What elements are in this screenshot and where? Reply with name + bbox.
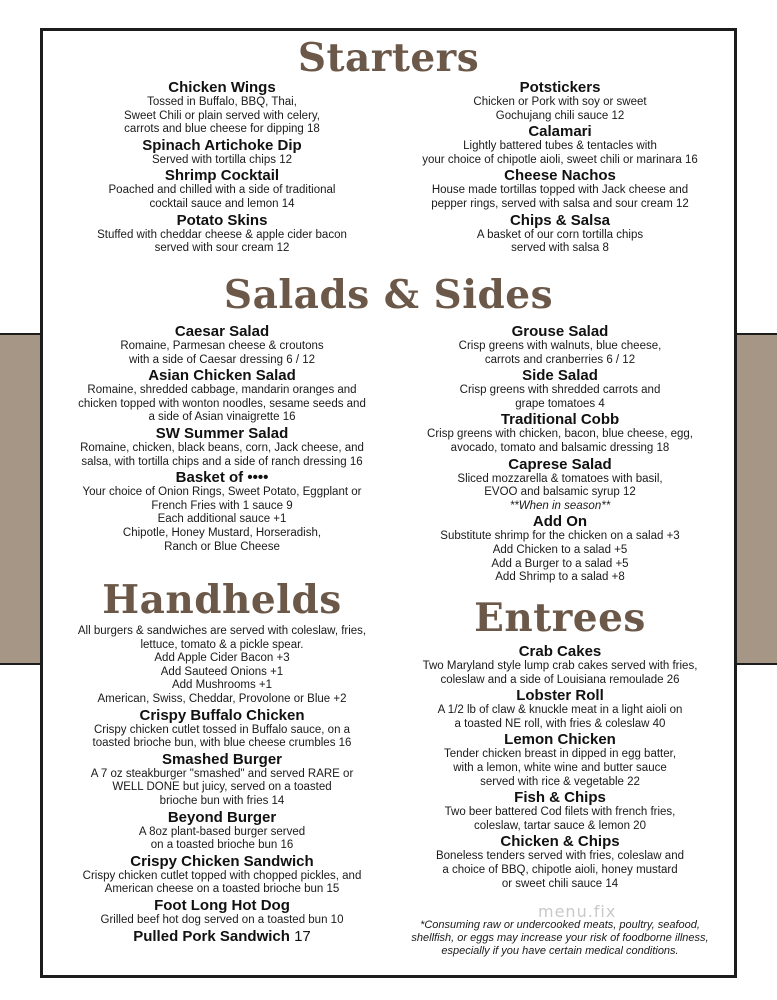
item-name: Add On — [532, 513, 588, 531]
menu-item — [393, 167, 727, 211]
item-name: Lemon Chicken — [504, 731, 616, 749]
season-note: **When in season** — [509, 499, 611, 512]
item-description: Substitute shrimp for the chicken on a salad +3 Add Chicken to a salad +5 Add a Burger to a salad +5 Add Shrimp to a salad +8 — [440, 530, 680, 584]
item-name: Caesar Salad — [174, 323, 270, 340]
starters-right-column — [393, 79, 727, 256]
item-description: Tossed in Buffalo, BBQ, Thai, Sweet Chili or plain served with celery, carrots and blue cheese for dipping 18 — [123, 96, 320, 136]
item-name: Basket of •••• — [175, 469, 269, 487]
menu-item — [57, 79, 387, 137]
item-name: Crispy Buffalo Chicken — [139, 706, 305, 724]
item-description: Two beer battered Cod filets with french fries, coleslaw, tartar sauce & lemon 20 — [444, 806, 676, 832]
item-description: Chicken or Pork with soy or sweet Gochujang chili sauce 12 — [473, 96, 647, 122]
item-description: Poached and chilled with a side of traditional cocktail sauce and lemon 14 — [108, 184, 336, 210]
salads-left-column — [57, 323, 387, 554]
menu-page — [40, 28, 737, 978]
item-name: Chicken Wings — [168, 79, 276, 96]
starters-heading: Starters — [297, 35, 480, 81]
menu-item — [393, 411, 727, 455]
item-description: Tender chicken breast in dipped in egg batter, with a lemon, white wine and butter sauce served with rice & vegetable 22 — [443, 748, 677, 788]
menu-item — [55, 707, 389, 751]
menu-item — [393, 212, 727, 256]
item-description: A 7 oz steakburger "smashed" and served RARE or WELL DONE but juicy, served on a toasted brioche bun with fries 14 — [90, 767, 354, 807]
starters-left-column — [57, 79, 387, 256]
item-name: Beyond Burger — [167, 808, 277, 826]
item-description: Stuffed with cheddar cheese & apple cider bacon served with sour cream 12 — [97, 228, 347, 255]
item-price: 17 — [294, 927, 311, 945]
food-safety-disclaimer: *Consuming raw or undercooked meats, poultry, seafood, shellfish, or eggs may increase your risk of foodborne illness, especially if you have certain medical conditions. — [411, 919, 709, 958]
menu-item — [393, 789, 727, 833]
item-name: Cheese Nachos — [504, 167, 616, 185]
menu-item — [55, 809, 389, 853]
salads-right-column — [393, 323, 727, 585]
item-name: Smashed Burger — [161, 750, 283, 768]
item-description: Served with tortilla chips 12 — [152, 153, 292, 166]
item-description: A 1/2 lb of claw & knuckle meat in a light aioli on a toasted NE roll, with fries & coleslaw 40 — [437, 704, 683, 730]
menu-item — [393, 323, 727, 367]
item-name: Calamari — [528, 123, 592, 141]
menu-item — [393, 456, 727, 514]
handhelds-heading: Handhelds — [102, 577, 342, 623]
item-name: Fish & Chips — [514, 789, 606, 807]
item-description: Romaine, chicken, black beans, corn, Jack cheese, and salsa, with tortilla chips and a side of ranch dressing 16 — [80, 441, 364, 468]
menu-item — [393, 367, 727, 411]
menu-item — [55, 751, 389, 809]
menu-item — [393, 833, 727, 891]
item-description: Lightly battered tubes & tentacles with your choice of chipotle aioli, sweet chili or marinara 16 — [422, 140, 698, 166]
item-description: Crisp greens with walnuts, blue cheese, carrots and cranberries 6 / 12 — [458, 340, 662, 366]
menu-item — [57, 367, 387, 425]
menu-item — [57, 167, 387, 211]
menu-item — [393, 79, 727, 123]
item-description: Two Maryland style lump crab cakes served with fries, coleslaw and a side of Louisiana remoulade 26 — [422, 660, 698, 686]
item-description: Romaine, Parmesan cheese & croutons with a side of Caesar dressing 6 / 12 — [120, 340, 324, 366]
menu-item — [393, 731, 727, 789]
item-description: Romaine, shredded cabbage, mandarin oranges and chicken topped with wonton noodles, sesame seeds and a side of Asian vinaigrette 16 — [78, 384, 366, 424]
item-name: Spinach Artichoke Dip — [142, 136, 302, 154]
item-description: Sliced mozzarella & tomatoes with basil, EVOO and balsamic syrup 12 **When in season** — [393, 473, 727, 514]
item-description: Boneless tenders served with fries, coleslaw and a choice of BBQ, chipotle aioli, honey mustard or sweet chili sauce 14 — [435, 850, 684, 890]
item-description: A 8oz plant-based burger served on a toasted brioche bun 16 — [138, 825, 306, 852]
item-name: SW Summer Salad — [155, 424, 289, 442]
menu-item — [393, 643, 727, 687]
item-name: Caprese Salad — [508, 455, 612, 473]
menu-item — [57, 323, 387, 367]
menu-item-last — [55, 928, 389, 945]
item-description: Grilled beef hot dog served on a toasted bun 10 — [100, 913, 344, 926]
item-name: Side Salad — [522, 367, 598, 385]
menu-item — [57, 137, 387, 168]
item-name: Shrimp Cocktail — [164, 167, 280, 185]
item-name: Traditional Cobb — [500, 411, 620, 429]
item-description: Crisp greens with chicken, bacon, blue cheese, egg, avocado, tomato and balsamic dressing 18 — [427, 428, 693, 454]
handhelds-intro: All burgers & sandwiches are served with coleslaw, fries, lettuce, tomato & a pickle spear. Add Apple Cider Bacon +3 Add Sauteed Onions +1 Add Mushrooms +1 American, Swiss, Cheddar, Provolone or Blue +2 — [77, 625, 367, 705]
item-name: Potstickers — [519, 79, 601, 96]
item-name: Asian Chicken Salad — [148, 367, 296, 385]
menu-item — [393, 513, 727, 584]
item-description: A basket of our corn tortilla chips served with salsa 8 — [476, 228, 644, 255]
menu-item — [55, 897, 389, 928]
menu-item — [57, 469, 387, 554]
item-description: House made tortillas topped with Jack cheese and pepper rings, served with salsa and sour cream 12 — [431, 184, 689, 210]
item-description: Your choice of Onion Rings, Sweet Potato, Eggplant or French Fries with 1 sauce 9 Each additional sauce +1 Chipotle, Honey Mustard, Horseradish, Ranch or Blue Cheese — [82, 486, 362, 553]
item-name: Chips & Salsa — [509, 211, 611, 229]
menu-item — [55, 853, 389, 897]
item-name: Grouse Salad — [511, 323, 609, 340]
item-name: Crab Cakes — [518, 643, 602, 660]
entrees-heading: Entrees — [474, 595, 646, 641]
item-name: Chicken & Chips — [500, 833, 620, 851]
menu-item — [393, 123, 727, 167]
menu-item — [393, 687, 727, 731]
item-description: Crispy chicken cutlet tossed in Buffalo sauce, on a toasted brioche bun, with blue cheese crumbles 16 — [92, 723, 352, 750]
menu-item — [57, 212, 387, 256]
item-description: Crispy chicken cutlet topped with chopped pickles, and American cheese on a toasted brioche bun 15 — [82, 869, 362, 896]
salads-heading: Salads & Sides — [223, 272, 554, 318]
entrees-column — [393, 643, 727, 891]
item-name: Pulled Pork Sandwich — [133, 927, 290, 945]
item-name: Foot Long Hot Dog — [154, 896, 290, 914]
item-name: Potato Skins — [176, 211, 268, 229]
menu-item — [57, 425, 387, 469]
item-name: Crispy Chicken Sandwich — [130, 852, 314, 870]
handhelds-column — [55, 625, 389, 945]
item-name: Lobster Roll — [516, 687, 604, 705]
item-description: Crisp greens with shredded carrots and grape tomatoes 4 — [459, 384, 661, 410]
watermark: menu.fix — [538, 902, 617, 921]
